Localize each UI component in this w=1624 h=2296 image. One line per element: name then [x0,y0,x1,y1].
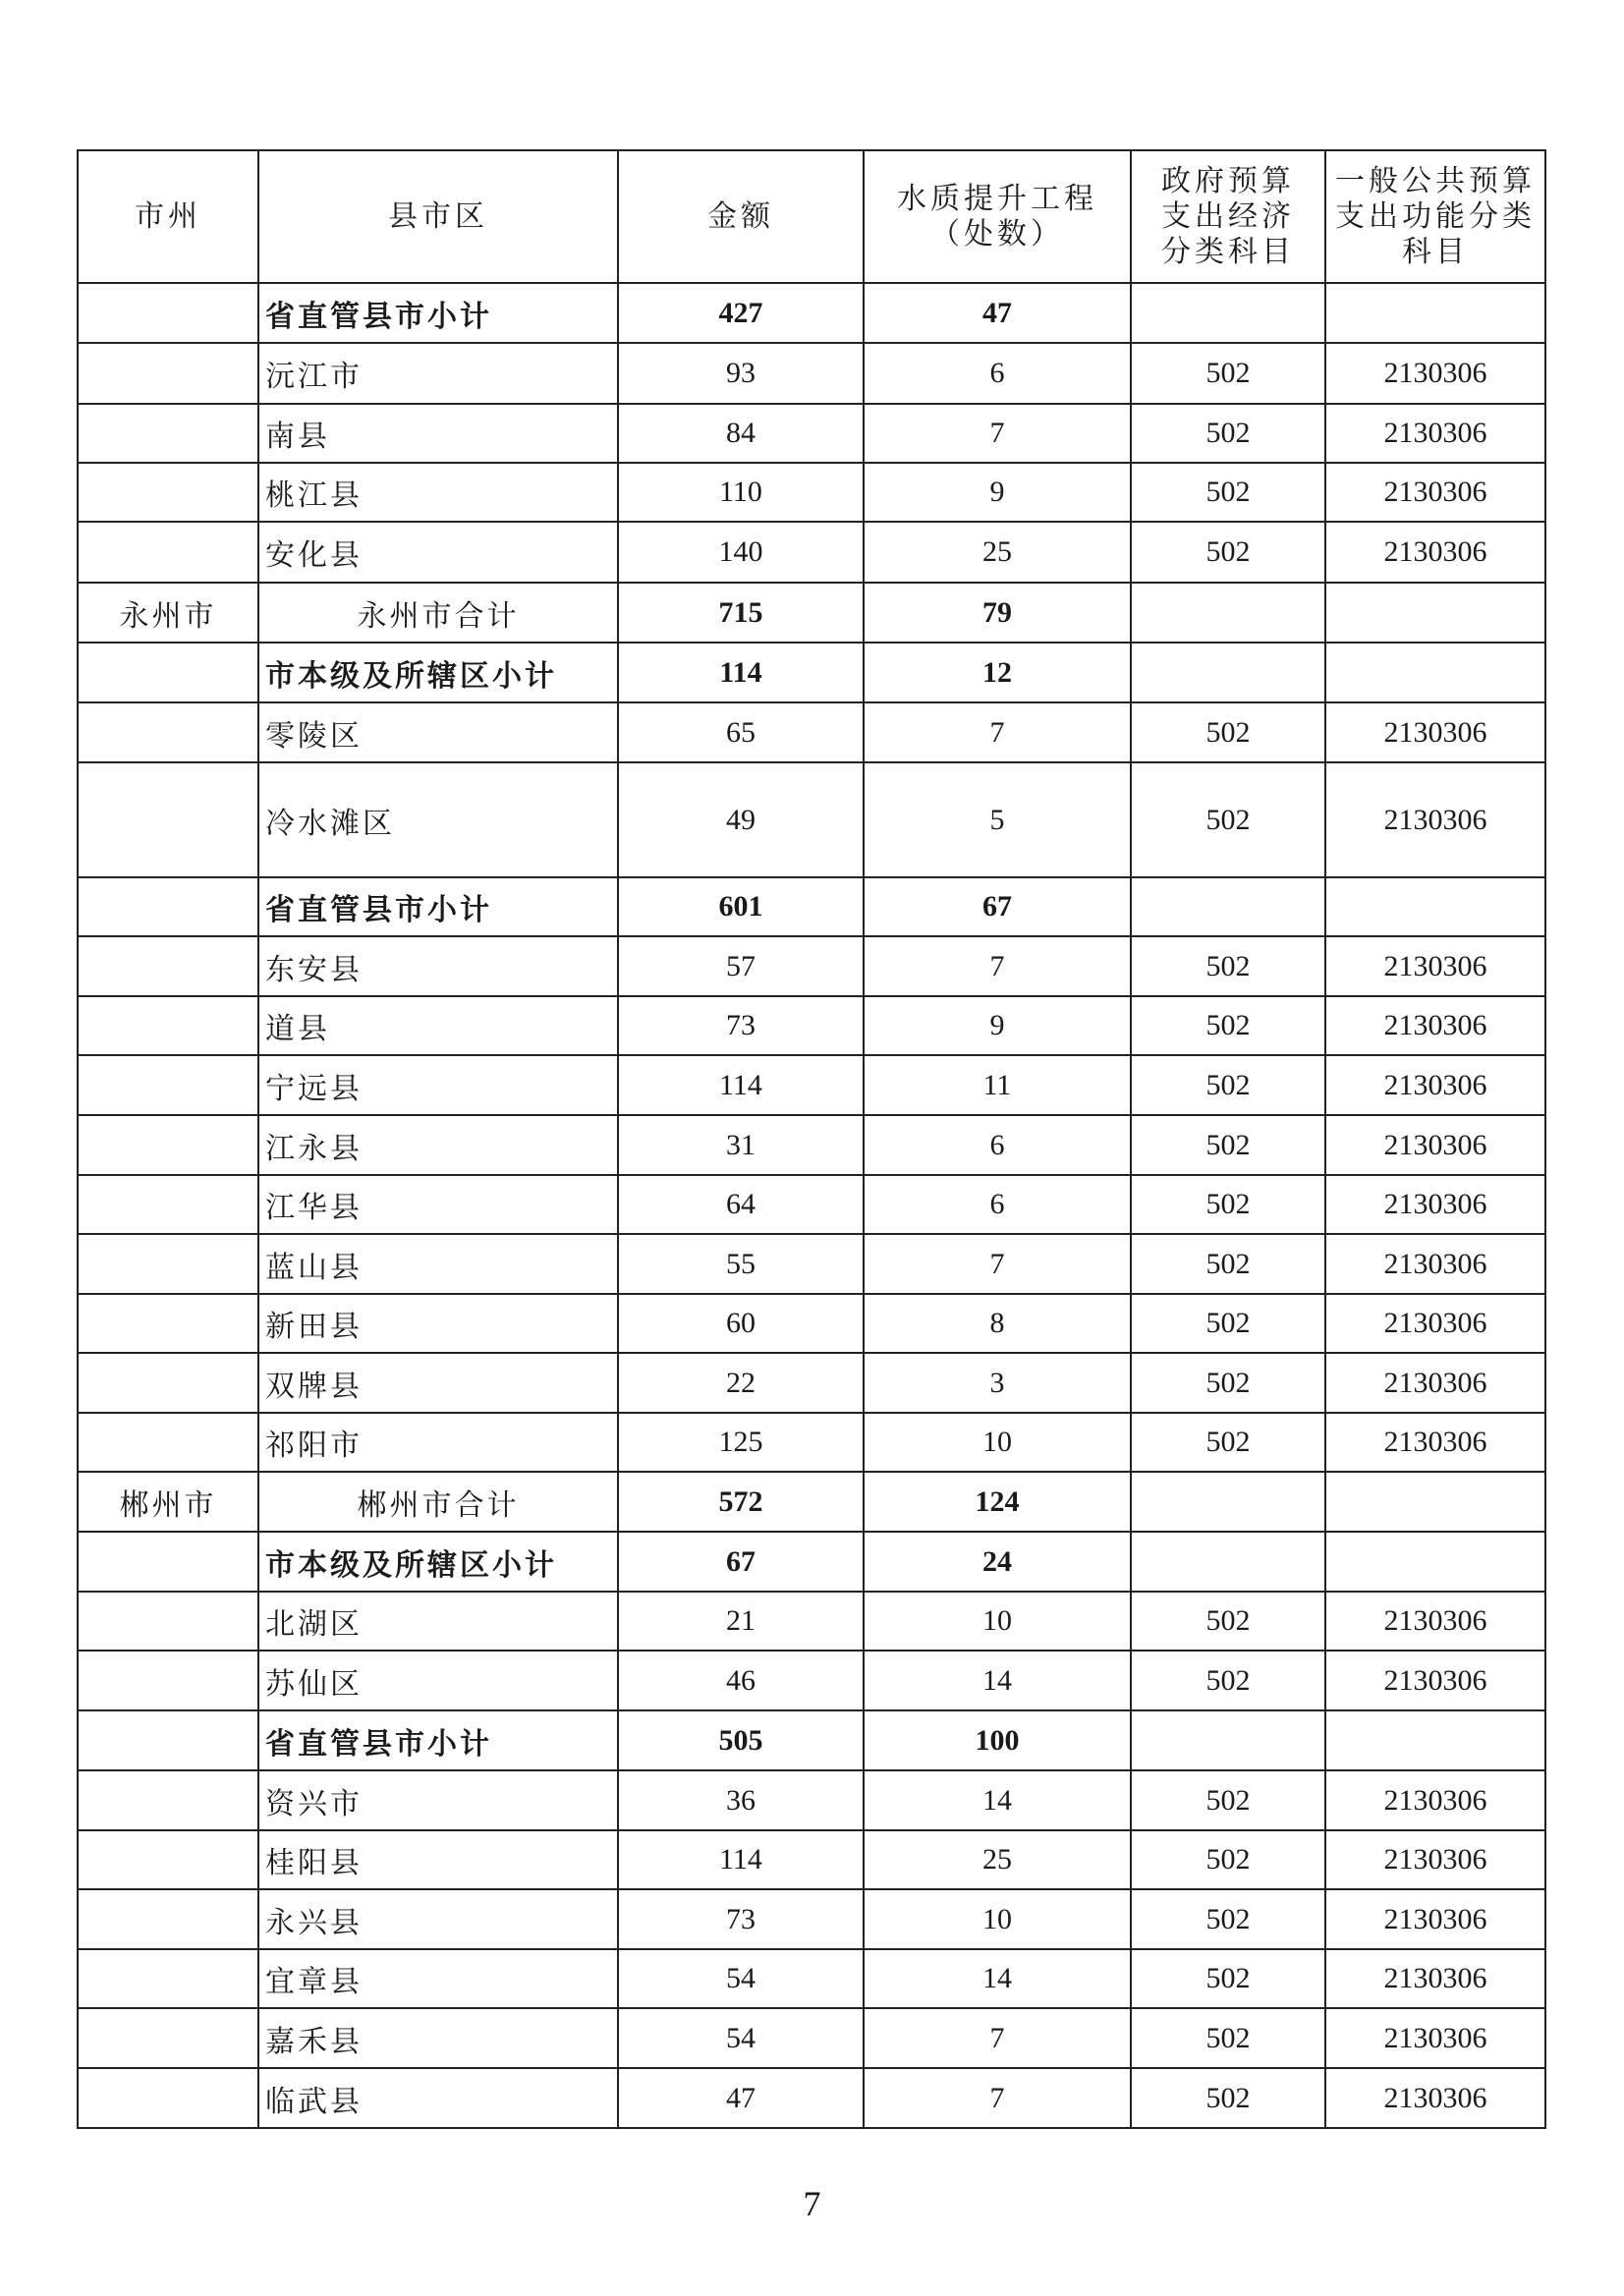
cell-amount: 31 [618,1115,864,1175]
cell-econ-class: 502 [1131,343,1325,404]
cell-econ-class: 502 [1131,936,1325,996]
cell-count: 124 [864,1472,1131,1532]
cell-count: 7 [864,702,1131,762]
table-row [78,2068,1545,2128]
cell-econ-class: 502 [1131,1592,1325,1651]
cell-county: 市本级及所辖区小计 [258,643,618,702]
cell-count: 11 [864,1055,1131,1115]
cell-county: 冷水滩区 [258,762,618,877]
cell-amount: 49 [618,762,864,877]
cell-count: 6 [864,1175,1131,1234]
cell-city: 郴州市 [78,1472,258,1532]
header-row [78,150,1545,283]
cell-func-class: 2130306 [1325,1175,1545,1234]
cell-amount: 47 [618,2068,864,2128]
cell-amount: 22 [618,1353,864,1413]
cell-count: 9 [864,996,1131,1055]
cell-county: 江永县 [258,1115,618,1175]
cell-amount: 125 [618,1413,864,1472]
table-row [78,1353,1545,1413]
table-row [78,1770,1545,1830]
cell-func-class: 2130306 [1325,1413,1545,1472]
cell-county: 桂阳县 [258,1830,618,1889]
cell-count: 7 [864,2008,1131,2068]
table-row [78,1055,1545,1115]
cell-func-class: 2130306 [1325,996,1545,1055]
cell-amount: 73 [618,996,864,1055]
cell-county: 东安县 [258,936,618,996]
cell-amount: 65 [618,702,864,762]
cell-amount: 54 [618,1949,864,2008]
cell-city [78,1294,258,1353]
cell-amount: 114 [618,1830,864,1889]
cell-count: 7 [864,936,1131,996]
cell-econ-class: 502 [1131,1889,1325,1949]
cell-city [78,404,258,463]
table-row [78,1115,1545,1175]
cell-county: 祁阳市 [258,1413,618,1472]
cell-amount: 36 [618,1770,864,1830]
cell-amount: 67 [618,1532,864,1592]
cell-count: 7 [864,1234,1131,1294]
cell-city [78,1949,258,2008]
cell-count: 67 [864,877,1131,936]
cell-county: 资兴市 [258,1770,618,1830]
cell-amount: 21 [618,1592,864,1651]
cell-econ-class: 502 [1131,1115,1325,1175]
cell-amount: 114 [618,643,864,702]
header-count [864,150,1131,283]
cell-econ-class: 502 [1131,463,1325,522]
cell-city [78,996,258,1055]
cell-amount: 60 [618,1294,864,1353]
cell-amount: 84 [618,404,864,463]
cell-func-class [1325,583,1545,643]
cell-func-class: 2130306 [1325,343,1545,404]
cell-econ-class: 502 [1131,2068,1325,2128]
cell-county: 永州市合计 [258,583,618,643]
cell-amount: 427 [618,283,864,343]
cell-count: 7 [864,2068,1131,2128]
cell-city [78,936,258,996]
table-row [78,1830,1545,1889]
cell-econ-class: 502 [1131,404,1325,463]
cell-amount: 93 [618,343,864,404]
cell-amount: 55 [618,1234,864,1294]
cell-econ-class [1131,1532,1325,1592]
cell-econ-class: 502 [1131,1294,1325,1353]
cell-func-class [1325,283,1545,343]
table-row [78,283,1545,343]
cell-city [78,1532,258,1592]
cell-func-class [1325,1710,1545,1770]
cell-func-class: 2130306 [1325,762,1545,877]
header-amount-line: 金额 [707,198,774,234]
cell-count: 6 [864,1115,1131,1175]
table-row [78,1413,1545,1472]
cell-amount: 54 [618,2008,864,2068]
header-econ-line: 支出经济 [1161,198,1295,234]
cell-city [78,1353,258,1413]
cell-func-class: 2130306 [1325,1770,1545,1830]
cell-count: 25 [864,1830,1131,1889]
cell-func-class: 2130306 [1325,1055,1545,1115]
cell-econ-class: 502 [1131,1830,1325,1889]
cell-county: 沅江市 [258,343,618,404]
cell-amount: 57 [618,936,864,996]
cell-city [78,643,258,702]
header-county-line: 县市区 [388,198,488,234]
cell-county: 宜章县 [258,1949,618,2008]
cell-count: 3 [864,1353,1131,1413]
cell-func-class: 2130306 [1325,522,1545,583]
cell-amount: 140 [618,522,864,583]
cell-amount: 114 [618,1055,864,1115]
cell-func-class: 2130306 [1325,1830,1545,1889]
cell-city [78,463,258,522]
cell-econ-class: 502 [1131,1353,1325,1413]
cell-city [78,1889,258,1949]
cell-func-class: 2130306 [1325,1949,1545,2008]
table-row [78,1651,1545,1710]
cell-count: 14 [864,1770,1131,1830]
cell-count: 100 [864,1710,1131,1770]
cell-econ-class [1131,283,1325,343]
cell-count: 47 [864,283,1131,343]
cell-func-class [1325,877,1545,936]
table-row [78,1889,1545,1949]
cell-county: 省直管县市小计 [258,1710,618,1770]
cell-city [78,1175,258,1234]
cell-count: 14 [864,1949,1131,2008]
cell-func-class: 2130306 [1325,1651,1545,1710]
cell-city [78,762,258,877]
cell-county: 省直管县市小计 [258,877,618,936]
cell-amount: 73 [618,1889,864,1949]
cell-count: 10 [864,1592,1131,1651]
cell-func-class: 2130306 [1325,1294,1545,1353]
cell-city [78,702,258,762]
cell-city [78,1592,258,1651]
cell-func-class: 2130306 [1325,2068,1545,2128]
cell-count: 12 [864,643,1131,702]
header-econ-line: 政府预算 [1161,163,1295,198]
cell-city [78,2008,258,2068]
cell-count: 8 [864,1294,1131,1353]
table-row [78,463,1545,522]
cell-econ-class: 502 [1131,2008,1325,2068]
header-func-class [1325,150,1545,283]
cell-city [78,343,258,404]
cell-city [78,1710,258,1770]
cell-econ-class [1131,643,1325,702]
cell-count: 9 [864,463,1131,522]
cell-county: 省直管县市小计 [258,283,618,343]
cell-county: 双牌县 [258,1353,618,1413]
table-row [78,343,1545,404]
cell-amount: 715 [618,583,864,643]
cell-amount: 601 [618,877,864,936]
table-row [78,583,1545,643]
cell-count: 7 [864,404,1131,463]
cell-func-class: 2130306 [1325,463,1545,522]
table-row [78,1949,1545,2008]
table-row [78,643,1545,702]
cell-county: 新田县 [258,1294,618,1353]
cell-func-class: 2130306 [1325,1115,1545,1175]
cell-amount: 64 [618,1175,864,1234]
cell-count: 79 [864,583,1131,643]
cell-func-class [1325,643,1545,702]
cell-func-class: 2130306 [1325,1889,1545,1949]
cell-county: 临武县 [258,2068,618,2128]
cell-county: 江华县 [258,1175,618,1234]
cell-city [78,877,258,936]
cell-func-class [1325,1472,1545,1532]
table-body [78,283,1545,2128]
cell-county: 零陵区 [258,702,618,762]
cell-city [78,1055,258,1115]
cell-econ-class [1131,1472,1325,1532]
cell-econ-class: 502 [1131,702,1325,762]
cell-county: 桃江县 [258,463,618,522]
cell-func-class: 2130306 [1325,936,1545,996]
cell-county: 南县 [258,404,618,463]
cell-count: 5 [864,762,1131,877]
table-row [78,1532,1545,1592]
table-row [78,2008,1545,2068]
cell-func-class: 2130306 [1325,1353,1545,1413]
cell-county: 蓝山县 [258,1234,618,1294]
cell-county: 宁远县 [258,1055,618,1115]
cell-econ-class: 502 [1131,1234,1325,1294]
cell-amount: 110 [618,463,864,522]
header-econ-class [1131,150,1325,283]
cell-count: 14 [864,1651,1131,1710]
cell-county: 嘉禾县 [258,2008,618,2068]
cell-amount: 505 [618,1710,864,1770]
header-count-line: 水质提升工程 [897,181,1097,216]
cell-city [78,1115,258,1175]
table-row [78,996,1545,1055]
table-row [78,404,1545,463]
header-func-line: 一般公共预算 [1335,163,1536,198]
cell-count: 24 [864,1532,1131,1592]
table-row [78,1234,1545,1294]
cell-county: 市本级及所辖区小计 [258,1532,618,1592]
header-city-line: 市州 [135,198,201,234]
cell-count: 6 [864,343,1131,404]
cell-amount: 46 [618,1651,864,1710]
cell-econ-class [1131,583,1325,643]
cell-func-class: 2130306 [1325,2008,1545,2068]
cell-city [78,2068,258,2128]
cell-county: 北湖区 [258,1592,618,1651]
table-row [78,522,1545,583]
cell-econ-class: 502 [1131,1949,1325,2008]
table-row [78,1175,1545,1234]
table-row [78,1294,1545,1353]
cell-county: 道县 [258,996,618,1055]
cell-city [78,1413,258,1472]
allocation-table [77,149,1546,2129]
cell-city [78,1651,258,1710]
cell-econ-class: 502 [1131,762,1325,877]
header-count-line: （处数） [930,216,1064,252]
cell-func-class: 2130306 [1325,404,1545,463]
cell-count: 25 [864,522,1131,583]
table-row [78,877,1545,936]
header-amount [618,150,864,283]
header-func-line: 支出功能分类 [1335,198,1536,234]
table-row [78,936,1545,996]
table-row [78,1472,1545,1532]
table-row [78,1710,1545,1770]
cell-econ-class: 502 [1131,1055,1325,1115]
header-func-line: 科目 [1402,234,1469,269]
cell-func-class [1325,1532,1545,1592]
cell-econ-class: 502 [1131,996,1325,1055]
cell-econ-class: 502 [1131,1770,1325,1830]
cell-city [78,1830,258,1889]
cell-city [78,283,258,343]
cell-func-class: 2130306 [1325,1592,1545,1651]
cell-county: 安化县 [258,522,618,583]
header-county [258,150,618,283]
cell-county: 苏仙区 [258,1651,618,1710]
cell-econ-class: 502 [1131,1413,1325,1472]
cell-amount: 572 [618,1472,864,1532]
header-econ-line: 分类科目 [1161,234,1295,269]
cell-city [78,1234,258,1294]
cell-func-class: 2130306 [1325,702,1545,762]
cell-city [78,522,258,583]
cell-econ-class: 502 [1131,1175,1325,1234]
cell-econ-class: 502 [1131,522,1325,583]
table-row [78,762,1545,877]
cell-count: 10 [864,1889,1131,1949]
table-row [78,1592,1545,1651]
cell-econ-class [1131,1710,1325,1770]
cell-city [78,1770,258,1830]
table-row [78,702,1545,762]
cell-count: 10 [864,1413,1131,1472]
cell-func-class: 2130306 [1325,1234,1545,1294]
cell-econ-class [1131,877,1325,936]
cell-city: 永州市 [78,583,258,643]
cell-county: 郴州市合计 [258,1472,618,1532]
cell-county: 永兴县 [258,1889,618,1949]
page-number: 7 [803,2184,821,2223]
cell-econ-class: 502 [1131,1651,1325,1710]
header-city [78,150,258,283]
